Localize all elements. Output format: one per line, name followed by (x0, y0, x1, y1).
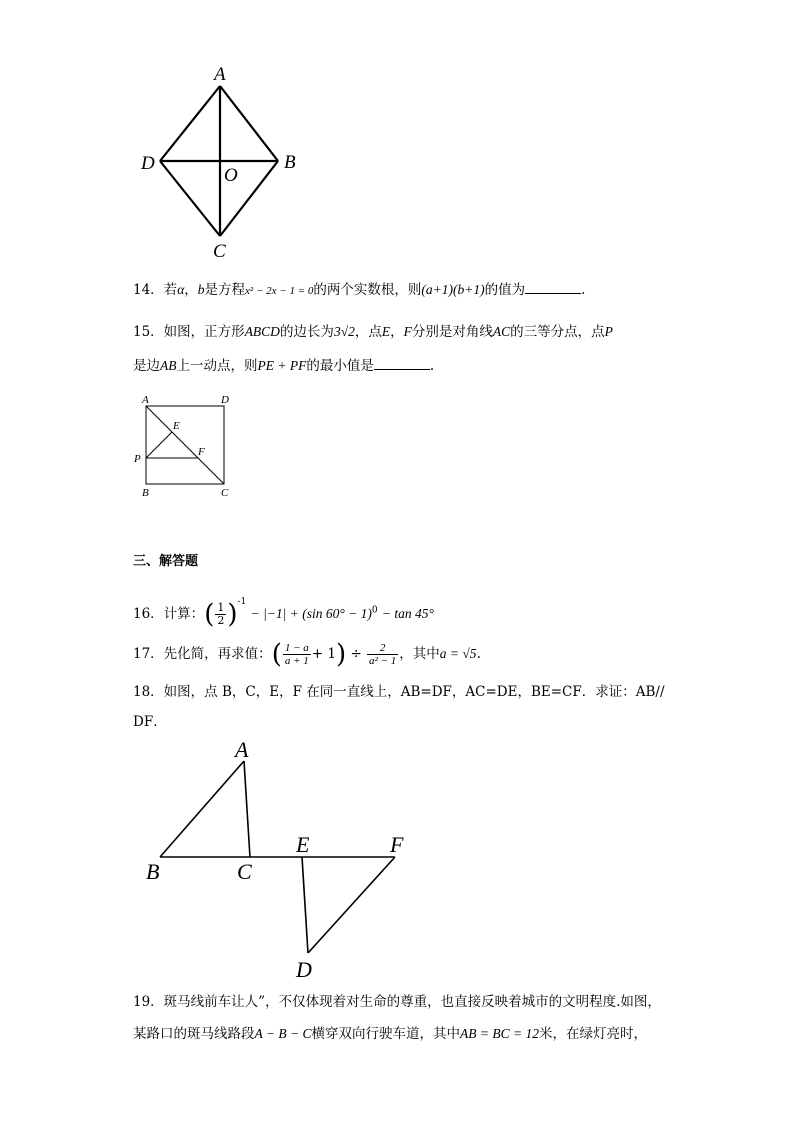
question-18-line1: 18．如图，点 B，C，E，F 在同一直线上，AB=DF，AC=DE，BE=CF．求证：AB// (133, 684, 665, 700)
question-16 (133, 588, 434, 629)
fraction-2 (367, 642, 398, 667)
q14-expression: (a+1)(b+1) (421, 282, 485, 297)
center-label-o: O (224, 165, 238, 186)
division-sign: ÷ (350, 646, 362, 662)
q16-tail: − tan 45° (381, 606, 434, 621)
fraction-numerator: 2 (367, 642, 398, 655)
q14-alpha: α (177, 282, 185, 297)
triangle-label-b: B (146, 859, 160, 884)
q14-text2: 的两个实数根，则 (313, 282, 422, 298)
right-paren: ) (335, 639, 347, 670)
q15-text4: 分别是对角线 (411, 324, 493, 340)
square-label-f: F (198, 446, 205, 458)
q14-comma: ， (184, 282, 198, 298)
left-paren: ( (271, 639, 282, 670)
q16-number: 16．计算： (133, 606, 205, 622)
q15-expression: PE + PF (257, 358, 307, 373)
q17-number: 17．先化简，再求值： (133, 646, 272, 662)
q19-path: A − B − C (254, 1026, 312, 1041)
q19-text2: 横穿双向行驶车道，其中 (311, 1026, 460, 1042)
q17-end: . (476, 646, 481, 662)
q15-text5: 的三等分点，点 (510, 324, 605, 340)
exponent-zero: 0 (371, 605, 378, 616)
fraction-denominator: 2 (217, 614, 225, 627)
q15-point-p: P (604, 324, 613, 339)
fraction-denominator: a² − 1 (369, 655, 397, 667)
question-18-line2: DF． (133, 714, 167, 730)
triangle-label-e: E (296, 832, 310, 857)
square-label-c: C (221, 487, 229, 499)
square-label-e: E (173, 420, 180, 432)
question-15-line2 (133, 356, 434, 376)
q15-point-f: F (403, 324, 412, 339)
triangle-label-f: F (390, 832, 404, 857)
q14-equation: x² − 2x − 1 = 0 (245, 285, 314, 297)
q15-ab: AB (160, 358, 177, 373)
q15-text8: 的最小值是 (306, 358, 374, 374)
q15-text7: 上一动点，则 (176, 358, 258, 374)
answer-blank[interactable] (525, 280, 581, 294)
square-label-a: A (142, 394, 149, 406)
fraction-numerator: 1 − a (284, 642, 309, 654)
exponent-neg-one: -1 (237, 597, 247, 607)
fraction-denominator: a + 1 (284, 655, 309, 667)
q14-end: . (581, 282, 586, 298)
fraction-half (215, 602, 226, 627)
q15-ac: AC (492, 324, 511, 339)
question-17 (133, 640, 481, 669)
right-paren: ) (227, 599, 238, 630)
square-label-d: D (221, 394, 229, 406)
section-heading: 三、解答题 (133, 554, 199, 569)
answer-blank[interactable] (374, 356, 430, 370)
vertex-label-c: C (213, 241, 226, 262)
q19-text1: 某路口的斑马线路段 (133, 1026, 255, 1042)
q17-plus-one: + 1 (311, 646, 336, 662)
question-15-line1 (133, 322, 613, 342)
left-paren: ( (204, 599, 215, 630)
fraction-1 (283, 642, 311, 667)
q14-b: b (197, 282, 205, 297)
q14-number: 14．若 (133, 282, 178, 298)
q15-text2: 的边长为 (279, 324, 334, 340)
q15-side-length: 3√2 (333, 324, 355, 339)
q15-point-e: E (381, 324, 391, 339)
question-14 (133, 280, 585, 301)
question-19-line2 (133, 1024, 647, 1044)
q15-abcd: ABCD (244, 324, 280, 339)
square-label-b: B (142, 487, 149, 499)
q15-text1: 15．如图，正方形 (133, 324, 245, 340)
q14-text1: 是方程 (204, 282, 246, 298)
vertex-label-d: D (141, 153, 155, 174)
triangle-label-c: C (237, 859, 252, 884)
q15-end: . (429, 358, 435, 374)
q15-text3: ，点 (354, 324, 382, 340)
rhombus-figure (138, 64, 308, 264)
vertex-label-b: B (284, 152, 296, 173)
vertex-label-a: A (214, 64, 226, 85)
q19-text3: 米，在绿灯亮时， (538, 1026, 647, 1042)
fraction-numerator: 1 (217, 601, 225, 614)
q16-middle: − |−1| + (sin 60° − 1) (250, 606, 372, 621)
square-label-p: P (134, 453, 141, 465)
q17-middle: ，其中 (399, 646, 440, 662)
triangle-label-a: A (235, 737, 249, 762)
q17-condition: a = √5 (439, 646, 477, 661)
q15-sep: ， (390, 324, 404, 340)
question-19-line1: 19．斑马线前车让人”，不仅体现着对生命的尊重，也直接反映着城市的文明程度.如图， (133, 994, 661, 1010)
triangle-label-d: D (296, 957, 312, 982)
q14-text3: 的值为 (484, 282, 526, 298)
square-figure (130, 390, 240, 502)
q15-text6: 是边 (133, 358, 160, 374)
triangles-figure (140, 735, 430, 985)
q19-equation: AB = BC = 12 (459, 1026, 539, 1041)
